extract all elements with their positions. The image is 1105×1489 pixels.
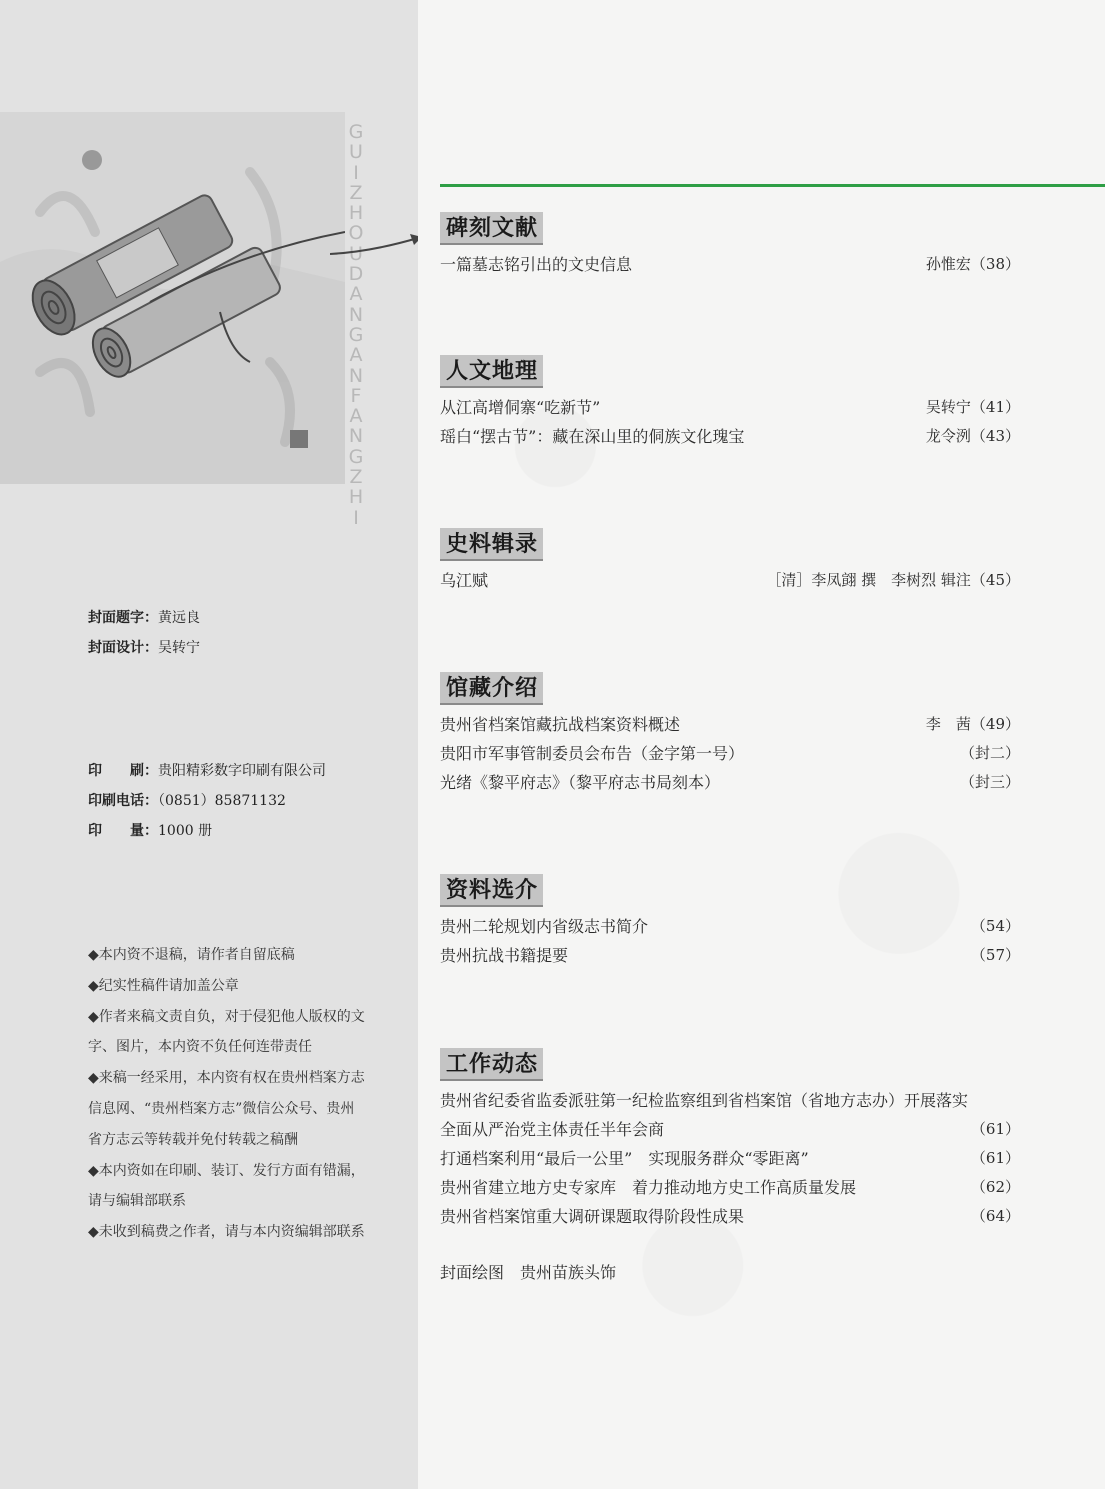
section-title: 人文地理 [440,355,543,388]
section-title: 资料选介 [440,874,543,907]
scroll-illustration [0,112,345,484]
note-item: ◆作者来稿文责自负，对于侵犯他人版权的文字、图片，本内资不负任何连带责任 [88,1008,365,1056]
toc-entry[interactable]: 打通档案利用“最后一公里” 实现服务群众“零距离” （61） [440,1149,1020,1168]
credit-calligraphy: 封面题字：黄远良 [88,610,200,626]
section-work-news [440,1048,1020,1231]
pointer-arrow [330,230,425,260]
note-item: ◆纪实性稿件请加盖公章 [88,977,239,994]
toc-entry[interactable]: 光绪《黎平府志》（黎平府志书局刻本） （封三） [440,773,1020,792]
masthead-vertical-text: GUIZHOUDANGANFANGZHI [348,121,366,529]
green-divider [440,184,1105,187]
print-credits [88,756,326,846]
credit-phone: 印刷电话：（0851）85871132 [88,793,286,809]
toc-entry[interactable]: 贵阳市军事管制委员会布告（金字第一号） （封二） [440,744,1020,763]
cover-credits [88,603,200,663]
toc-entry[interactable]: 贵州省建立地方史专家库 着力推动地方史工作高质量发展 （62） [440,1178,1020,1197]
section-humanities-geography [440,355,1020,451]
toc-entry[interactable]: 瑶白“摆古节”：藏在深山里的侗族文化瑰宝 龙令洌（43） [440,427,1020,446]
section-material-selection [440,874,1020,970]
credit-design: 封面设计：吴转宁 [88,640,200,656]
credit-quantity: 印 量：1000 册 [88,823,213,839]
left-column [0,0,418,1489]
note-item: ◆未收到稿费之作者，请与本内资编辑部联系 [88,1224,365,1241]
section-title: 工作动态 [440,1048,543,1081]
section-collection-intro [440,672,1020,797]
cover-caption: 封面绘图 贵州苗族头饰 [440,1263,617,1282]
section-inscriptions [440,212,1020,279]
section-title: 史料辑录 [440,528,543,561]
toc-entry[interactable]: 贵州省纪委省监委派驻第一纪检监察组到省档案馆（省地方志办）开展落实 [440,1091,969,1110]
section-historical-records [440,528,1020,595]
toc-entry[interactable]: 贵州二轮规划内省级志书简介 （54） [440,917,1020,936]
section-title: 馆藏介绍 [440,672,543,705]
toc-entry[interactable]: 贵州省档案馆藏抗战档案资料概述 李 茜（49） [440,715,1020,734]
toc-entry[interactable]: 一篇墓志铭引出的文史信息 孙惟宏（38） [440,255,1020,274]
note-item: ◆本内资如在印刷、装订、发行方面有错漏，请与编辑部联系 [88,1162,365,1210]
section-title: 碑刻文献 [440,212,543,245]
toc-entry[interactable]: 全面从严治党主体责任半年会商 （61） [440,1120,1020,1139]
credit-printer: 印 刷：贵阳精彩数字印刷有限公司 [88,763,326,779]
note-item: ◆本内资不退稿，请作者自留底稿 [88,947,295,963]
toc-entry[interactable]: 贵州抗战书籍提要 （57） [440,946,1020,965]
submission-notes [88,940,368,1248]
note-item: ◆来稿一经采用，本内资有权在贵州档案方志信息网、“贵州档案方志”微信公众号、贵州省方志云等转载并免付转载之稿酬 [88,1070,365,1148]
toc-entry[interactable]: 乌江赋 ［清］李凤翧 撰 李树烈 辑注（45） [440,571,1020,590]
toc-entry[interactable]: 贵州省档案馆重大调研课题取得阶段性成果 （64） [440,1207,1020,1226]
toc-entry[interactable]: 从江高增侗寨“吃新节” 吴转宁（41） [440,398,1020,417]
